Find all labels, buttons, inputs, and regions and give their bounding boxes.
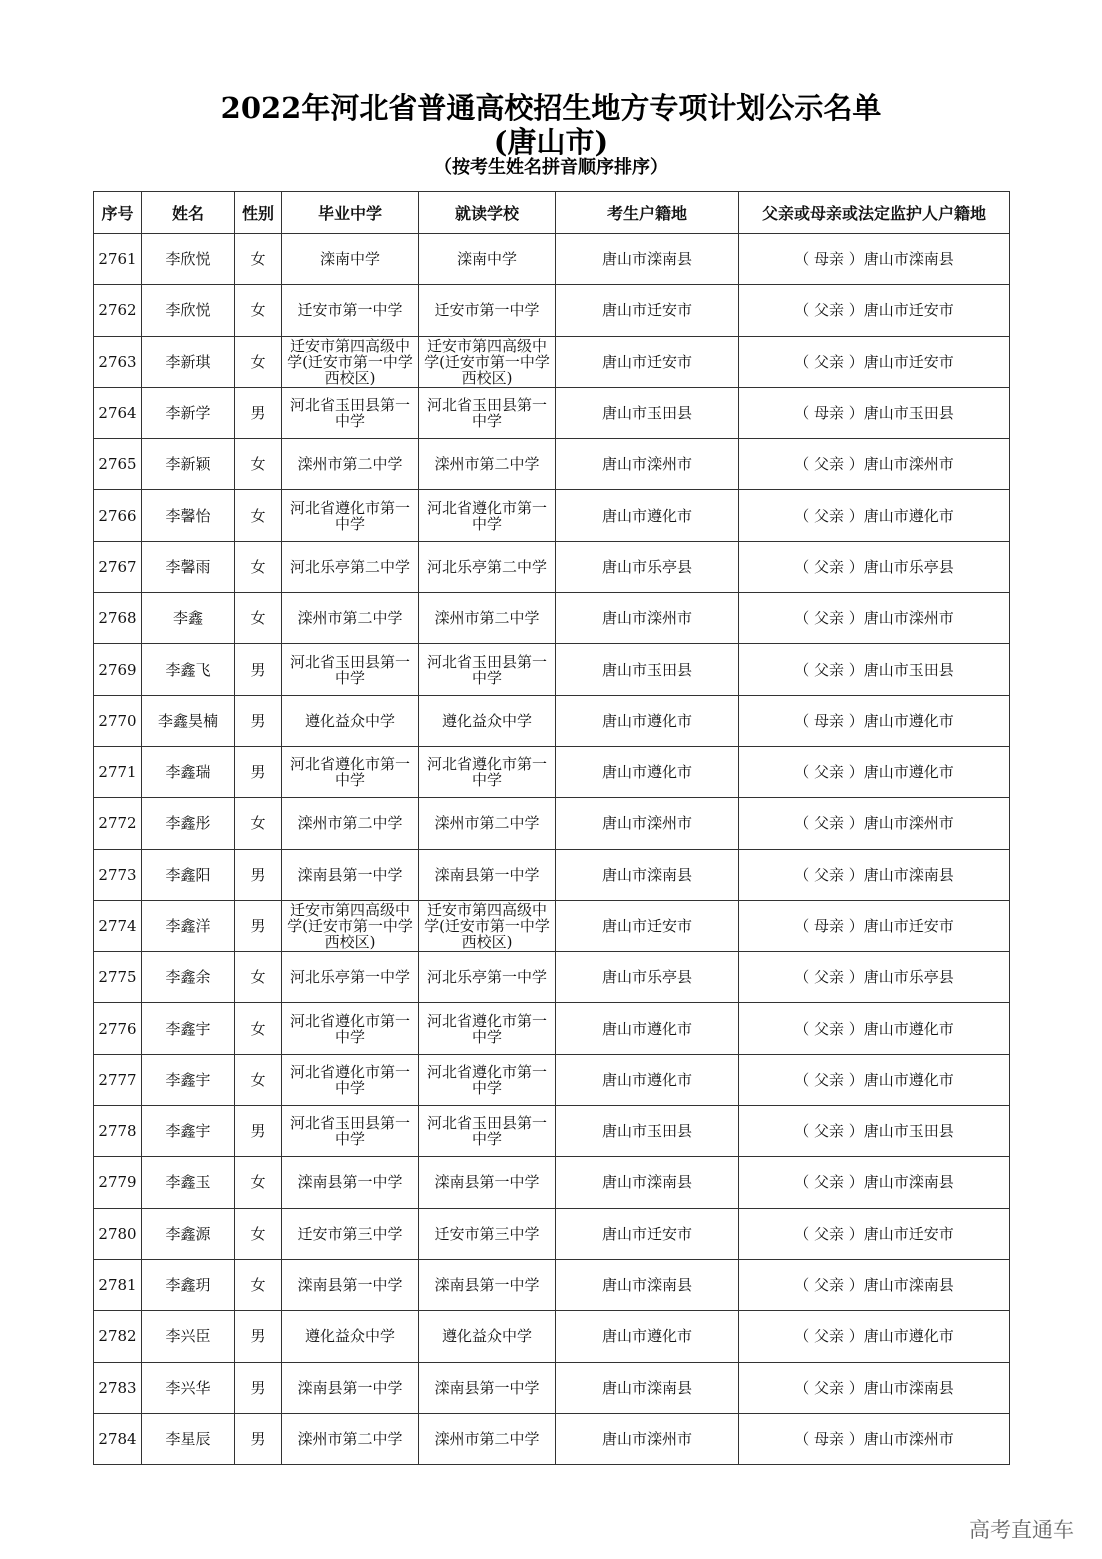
cell-guardian-hukou: （ 父亲 ）唐山市滦南县 [739, 1259, 1010, 1310]
cell-seq: 2782 [94, 1311, 142, 1362]
table-row [94, 541, 1010, 592]
cell-guardian-hukou: （ 父亲 ）唐山市迁安市 [739, 1208, 1010, 1259]
cell-graduation-school: 河北乐亭第一中学 [282, 952, 419, 1003]
cell-name: 李鑫飞 [142, 644, 235, 695]
cell-current-school: 滦南县第一中学 [419, 1157, 556, 1208]
cell-current-school: 迁安市第四高级中学(迁安市第一中学西校区) [419, 336, 556, 387]
cell-student-hukou: 唐山市迁安市 [556, 285, 739, 336]
cell-seq: 2766 [94, 490, 142, 541]
cell-name: 李兴臣 [142, 1311, 235, 1362]
table-row [94, 695, 1010, 746]
cell-seq: 2770 [94, 695, 142, 746]
table-row [94, 234, 1010, 285]
cell-name: 李鑫昊楠 [142, 695, 235, 746]
cell-gender: 男 [235, 900, 282, 951]
cell-guardian-hukou: （ 父亲 ）唐山市滦南县 [739, 1157, 1010, 1208]
header-name: 姓名 [142, 192, 235, 234]
cell-graduation-school: 遵化益众中学 [282, 1311, 419, 1362]
cell-guardian-hukou: （ 父亲 ）唐山市迁安市 [739, 285, 1010, 336]
cell-graduation-school: 河北省遵化市第一中学 [282, 1003, 419, 1054]
cell-student-hukou: 唐山市乐亭县 [556, 541, 739, 592]
cell-student-hukou: 唐山市滦南县 [556, 1259, 739, 1310]
cell-guardian-hukou: （ 父亲 ）唐山市玉田县 [739, 644, 1010, 695]
cell-guardian-hukou: （ 父亲 ）唐山市玉田县 [739, 1106, 1010, 1157]
cell-name: 李鑫阳 [142, 849, 235, 900]
cell-guardian-hukou: （ 父亲 ）唐山市遵化市 [739, 490, 1010, 541]
cell-name: 李鑫彤 [142, 798, 235, 849]
cell-name: 李鑫洋 [142, 900, 235, 951]
table-row [94, 387, 1010, 438]
cell-seq: 2772 [94, 798, 142, 849]
cell-current-school: 河北省玉田县第一中学 [419, 644, 556, 695]
cell-guardian-hukou: （ 母亲 ）唐山市遵化市 [739, 695, 1010, 746]
cell-guardian-hukou: （ 父亲 ）唐山市遵化市 [739, 1054, 1010, 1105]
cell-seq: 2773 [94, 849, 142, 900]
cell-gender: 女 [235, 490, 282, 541]
cell-graduation-school: 滦州市第二中学 [282, 1413, 419, 1464]
cell-name: 李欣悦 [142, 285, 235, 336]
cell-name: 李鑫 [142, 593, 235, 644]
cell-student-hukou: 唐山市遵化市 [556, 490, 739, 541]
cell-guardian-hukou: （ 父亲 ）唐山市遵化市 [739, 1003, 1010, 1054]
cell-name: 李鑫余 [142, 952, 235, 1003]
cell-seq: 2780 [94, 1208, 142, 1259]
cell-graduation-school: 河北省遵化市第一中学 [282, 1054, 419, 1105]
cell-graduation-school: 河北省玉田县第一中学 [282, 387, 419, 438]
watermark: 高考直通车 [969, 1518, 1074, 1542]
cell-seq: 2769 [94, 644, 142, 695]
cell-graduation-school: 滦州市第二中学 [282, 798, 419, 849]
cell-student-hukou: 唐山市遵化市 [556, 746, 739, 797]
header-current-school: 就读学校 [419, 192, 556, 234]
cell-current-school: 滦州市第二中学 [419, 798, 556, 849]
table-row [94, 439, 1010, 490]
cell-graduation-school: 滦南县第一中学 [282, 1157, 419, 1208]
cell-current-school: 河北省遵化市第一中学 [419, 1054, 556, 1105]
cell-student-hukou: 唐山市滦州市 [556, 439, 739, 490]
cell-seq: 2777 [94, 1054, 142, 1105]
cell-student-hukou: 唐山市迁安市 [556, 900, 739, 951]
cell-name: 李鑫宇 [142, 1003, 235, 1054]
cell-gender: 男 [235, 644, 282, 695]
cell-guardian-hukou: （ 父亲 ）唐山市滦州市 [739, 798, 1010, 849]
cell-current-school: 迁安市第四高级中学(迁安市第一中学西校区) [419, 900, 556, 951]
cell-graduation-school: 迁安市第四高级中学(迁安市第一中学西校区) [282, 900, 419, 951]
cell-current-school: 遵化益众中学 [419, 1311, 556, 1362]
cell-gender: 女 [235, 234, 282, 285]
cell-current-school: 河北省遵化市第一中学 [419, 1003, 556, 1054]
cell-graduation-school: 滦南县第一中学 [282, 849, 419, 900]
cell-guardian-hukou: （ 父亲 ）唐山市滦南县 [739, 1362, 1010, 1413]
cell-student-hukou: 唐山市滦州市 [556, 593, 739, 644]
cell-gender: 男 [235, 1362, 282, 1413]
cell-gender: 女 [235, 798, 282, 849]
cell-current-school: 滦南中学 [419, 234, 556, 285]
cell-seq: 2779 [94, 1157, 142, 1208]
cell-current-school: 河北省玉田县第一中学 [419, 1106, 556, 1157]
document-title: 2022年河北省普通高校招生地方专项计划公示名单 [220, 91, 882, 125]
cell-graduation-school: 滦州市第二中学 [282, 439, 419, 490]
cell-seq: 2784 [94, 1413, 142, 1464]
cell-student-hukou: 唐山市迁安市 [556, 1208, 739, 1259]
sort-note: （按考生姓名拼音顺序排序） [434, 157, 668, 178]
cell-seq: 2781 [94, 1259, 142, 1310]
cell-gender: 女 [235, 1054, 282, 1105]
cell-gender: 女 [235, 952, 282, 1003]
cell-seq: 2763 [94, 336, 142, 387]
cell-guardian-hukou: （ 父亲 ）唐山市滦州市 [739, 439, 1010, 490]
cell-student-hukou: 唐山市滦南县 [556, 1157, 739, 1208]
cell-graduation-school: 河北省玉田县第一中学 [282, 644, 419, 695]
cell-name: 李馨雨 [142, 541, 235, 592]
cell-guardian-hukou: （ 母亲 ）唐山市迁安市 [739, 900, 1010, 951]
cell-name: 李星辰 [142, 1413, 235, 1464]
cell-current-school: 滦南县第一中学 [419, 1259, 556, 1310]
cell-gender: 女 [235, 336, 282, 387]
table-row [94, 1362, 1010, 1413]
cell-graduation-school: 河北省遵化市第一中学 [282, 490, 419, 541]
cell-graduation-school: 滦南中学 [282, 234, 419, 285]
cell-gender: 男 [235, 1311, 282, 1362]
cell-name: 李欣悦 [142, 234, 235, 285]
cell-gender: 女 [235, 285, 282, 336]
cell-seq: 2778 [94, 1106, 142, 1157]
cell-student-hukou: 唐山市遵化市 [556, 1054, 739, 1105]
cell-name: 李鑫宇 [142, 1054, 235, 1105]
table-row [94, 849, 1010, 900]
table-row [94, 285, 1010, 336]
cell-graduation-school: 迁安市第一中学 [282, 285, 419, 336]
cell-current-school: 滦州市第二中学 [419, 1413, 556, 1464]
cell-name: 李新琪 [142, 336, 235, 387]
cell-graduation-school: 迁安市第三中学 [282, 1208, 419, 1259]
cell-gender: 女 [235, 1157, 282, 1208]
cell-student-hukou: 唐山市乐亭县 [556, 952, 739, 1003]
cell-gender: 男 [235, 1413, 282, 1464]
table-row [94, 746, 1010, 797]
cell-seq: 2762 [94, 285, 142, 336]
cell-student-hukou: 唐山市滦州市 [556, 1413, 739, 1464]
cell-gender: 男 [235, 1106, 282, 1157]
cell-guardian-hukou: （ 父亲 ）唐山市滦南县 [739, 849, 1010, 900]
table-row [94, 798, 1010, 849]
header-guardian-hukou: 父亲或母亲或法定监护人户籍地 [739, 192, 1010, 234]
cell-current-school: 河北省玉田县第一中学 [419, 387, 556, 438]
cell-name: 李新颖 [142, 439, 235, 490]
table-row [94, 490, 1010, 541]
cell-graduation-school: 迁安市第四高级中学(迁安市第一中学西校区) [282, 336, 419, 387]
header-gender: 性别 [235, 192, 282, 234]
roster-table [93, 191, 1010, 1465]
table-row [94, 1413, 1010, 1464]
roster-body [94, 234, 1010, 1465]
table-row [94, 1208, 1010, 1259]
cell-current-school: 迁安市第三中学 [419, 1208, 556, 1259]
cell-name: 李鑫玉 [142, 1157, 235, 1208]
header-student-hukou: 考生户籍地 [556, 192, 739, 234]
cell-graduation-school: 河北省玉田县第一中学 [282, 1106, 419, 1157]
cell-current-school: 迁安市第一中学 [419, 285, 556, 336]
cell-guardian-hukou: （ 父亲 ）唐山市遵化市 [739, 1311, 1010, 1362]
document-subtitle: (唐山市) [493, 125, 609, 159]
cell-name: 李新学 [142, 387, 235, 438]
cell-student-hukou: 唐山市滦州市 [556, 798, 739, 849]
cell-seq: 2783 [94, 1362, 142, 1413]
cell-name: 李馨怡 [142, 490, 235, 541]
cell-seq: 2775 [94, 952, 142, 1003]
cell-graduation-school: 遵化益众中学 [282, 695, 419, 746]
cell-graduation-school: 河北乐亭第二中学 [282, 541, 419, 592]
cell-gender: 女 [235, 1003, 282, 1054]
cell-name: 李鑫瑞 [142, 746, 235, 797]
cell-gender: 男 [235, 746, 282, 797]
table-row [94, 336, 1010, 387]
cell-student-hukou: 唐山市滦南县 [556, 1362, 739, 1413]
cell-guardian-hukou: （ 父亲 ）唐山市滦州市 [739, 593, 1010, 644]
cell-current-school: 河北省遵化市第一中学 [419, 746, 556, 797]
header-row [94, 192, 1010, 234]
cell-seq: 2776 [94, 1003, 142, 1054]
cell-guardian-hukou: （ 父亲 ）唐山市乐亭县 [739, 952, 1010, 1003]
cell-seq: 2768 [94, 593, 142, 644]
table-row [94, 1311, 1010, 1362]
cell-current-school: 河北省遵化市第一中学 [419, 490, 556, 541]
table-row [94, 1157, 1010, 1208]
cell-student-hukou: 唐山市遵化市 [556, 1003, 739, 1054]
cell-guardian-hukou: （ 母亲 ）唐山市玉田县 [739, 387, 1010, 438]
cell-seq: 2771 [94, 746, 142, 797]
header-seq: 序号 [94, 192, 142, 234]
cell-graduation-school: 滦南县第一中学 [282, 1259, 419, 1310]
cell-gender: 女 [235, 439, 282, 490]
cell-graduation-school: 滦南县第一中学 [282, 1362, 419, 1413]
cell-gender: 女 [235, 593, 282, 644]
cell-current-school: 滦州市第二中学 [419, 439, 556, 490]
cell-graduation-school: 河北省遵化市第一中学 [282, 746, 419, 797]
cell-student-hukou: 唐山市迁安市 [556, 336, 739, 387]
cell-student-hukou: 唐山市滦南县 [556, 234, 739, 285]
table-row [94, 1003, 1010, 1054]
cell-student-hukou: 唐山市玉田县 [556, 1106, 739, 1157]
cell-current-school: 滦南县第一中学 [419, 849, 556, 900]
cell-name: 李鑫宇 [142, 1106, 235, 1157]
table-row [94, 952, 1010, 1003]
cell-gender: 女 [235, 1259, 282, 1310]
cell-seq: 2765 [94, 439, 142, 490]
cell-student-hukou: 唐山市遵化市 [556, 1311, 739, 1362]
cell-student-hukou: 唐山市玉田县 [556, 387, 739, 438]
cell-gender: 男 [235, 695, 282, 746]
cell-guardian-hukou: （ 母亲 ）唐山市滦州市 [739, 1413, 1010, 1464]
cell-current-school: 滦州市第二中学 [419, 593, 556, 644]
cell-current-school: 遵化益众中学 [419, 695, 556, 746]
cell-guardian-hukou: （ 父亲 ）唐山市迁安市 [739, 336, 1010, 387]
cell-current-school: 河北乐亭第二中学 [419, 541, 556, 592]
header-graduation-school: 毕业中学 [282, 192, 419, 234]
cell-student-hukou: 唐山市遵化市 [556, 695, 739, 746]
cell-gender: 男 [235, 849, 282, 900]
table-row [94, 593, 1010, 644]
table-row [94, 1106, 1010, 1157]
cell-name: 李鑫玥 [142, 1259, 235, 1310]
table-row [94, 900, 1010, 951]
cell-seq: 2767 [94, 541, 142, 592]
cell-student-hukou: 唐山市滦南县 [556, 849, 739, 900]
cell-guardian-hukou: （ 父亲 ）唐山市乐亭县 [739, 541, 1010, 592]
cell-current-school: 滦南县第一中学 [419, 1362, 556, 1413]
cell-gender: 女 [235, 541, 282, 592]
cell-student-hukou: 唐山市玉田县 [556, 644, 739, 695]
cell-graduation-school: 滦州市第二中学 [282, 593, 419, 644]
cell-gender: 女 [235, 1208, 282, 1259]
table-row [94, 1259, 1010, 1310]
table-row [94, 644, 1010, 695]
cell-guardian-hukou: （ 母亲 ）唐山市滦南县 [739, 234, 1010, 285]
cell-current-school: 河北乐亭第一中学 [419, 952, 556, 1003]
cell-guardian-hukou: （ 父亲 ）唐山市遵化市 [739, 746, 1010, 797]
cell-name: 李兴华 [142, 1362, 235, 1413]
cell-seq: 2774 [94, 900, 142, 951]
cell-name: 李鑫源 [142, 1208, 235, 1259]
cell-gender: 男 [235, 387, 282, 438]
cell-seq: 2761 [94, 234, 142, 285]
table-row [94, 1054, 1010, 1105]
cell-seq: 2764 [94, 387, 142, 438]
